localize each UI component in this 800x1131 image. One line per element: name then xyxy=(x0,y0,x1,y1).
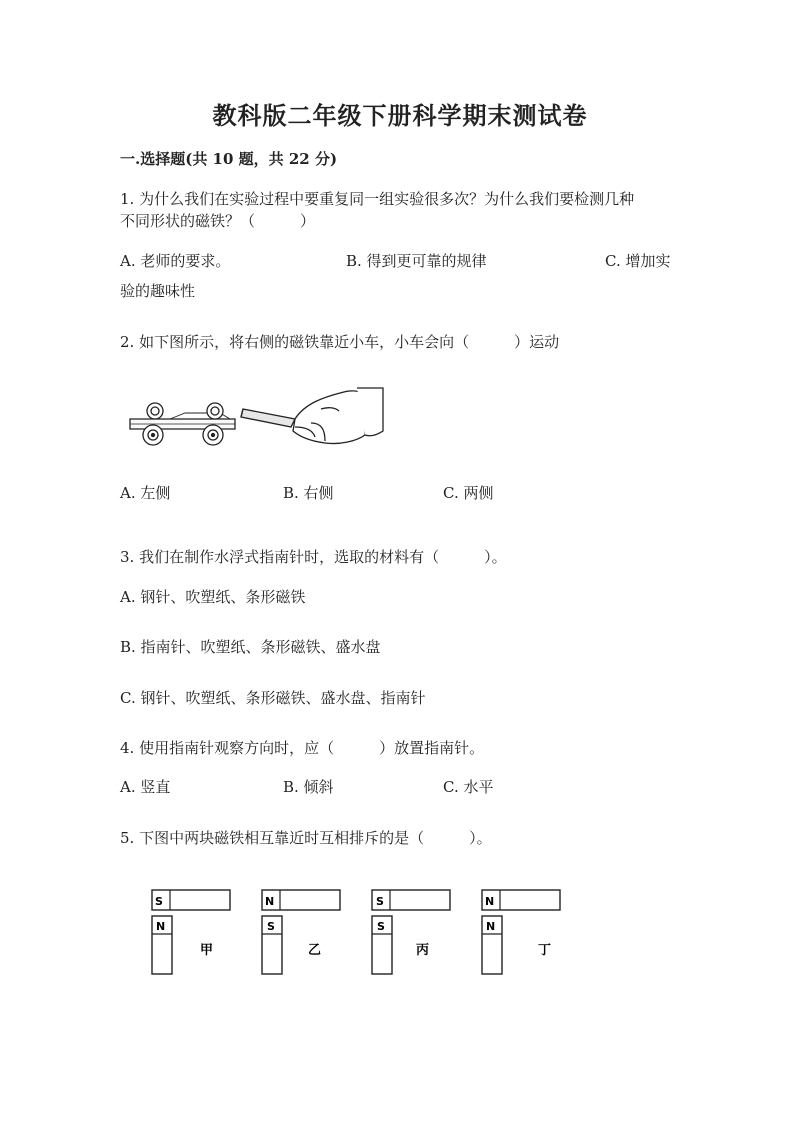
horizontal-magnet-pole: N xyxy=(265,895,275,908)
horizontal-magnet xyxy=(152,890,230,910)
question-1-option-c: C. 增加实 xyxy=(605,252,671,270)
question-2-option-a: A. 左侧 xyxy=(120,484,171,502)
pair-label: 甲 xyxy=(200,943,214,958)
question-3-option-c: C. 钢针、吹塑纸、条形磁铁、盛水盘、指南针 xyxy=(120,689,426,707)
question-1-option-c-continued: 验的趣味性 xyxy=(120,282,196,300)
pair-label: 乙 xyxy=(308,943,322,958)
vertical-magnet-pole: N xyxy=(156,920,166,933)
horizontal-magnet-pole: N xyxy=(485,895,495,908)
question-5-text: 5. 下图中两块磁铁相互靠近时互相排斥的是（ ）。 xyxy=(120,829,492,847)
magnets-figure xyxy=(150,888,570,978)
question-3-option-a: A. 钢针、吹塑纸、条形磁铁 xyxy=(120,588,306,606)
question-4-option-b: B. 倾斜 xyxy=(283,778,334,796)
question-4-option-c: C. 水平 xyxy=(443,778,494,796)
question-3-text: 3. 我们在制作水浮式指南针时，选取的材料有（ ）。 xyxy=(120,548,507,566)
toy-car xyxy=(130,403,235,445)
magnet-pair-ding xyxy=(482,890,560,974)
question-3-option-b: B. 指南针、吹塑纸、条形磁铁、盛水盘 xyxy=(120,638,381,656)
horizontal-magnet-pole: S xyxy=(155,895,163,908)
question-4-text: 4. 使用指南针观察方向时，应（ ）放置指南针。 xyxy=(120,739,485,757)
magnet-pair-bing xyxy=(372,890,450,974)
question-2-option-c: C. 两侧 xyxy=(443,484,494,502)
horizontal-magnet-pole: S xyxy=(376,895,384,908)
question-2-text: 2. 如下图所示，将右侧的磁铁靠近小车，小车会向（ ）运动 xyxy=(120,333,560,351)
pair-label: 丁 xyxy=(538,943,552,958)
pair-label: 丙 xyxy=(416,943,430,958)
page-title: 教科版二年级下册科学期末测试卷 xyxy=(212,101,588,130)
question-1-line-2: 不同形状的磁铁？（ ） xyxy=(120,212,316,230)
vertical-magnet-pole: S xyxy=(267,920,275,933)
vertical-magnet-pole: N xyxy=(486,920,496,933)
car-and-magnet-figure xyxy=(125,383,385,458)
bar-magnet-in-hand xyxy=(241,388,383,444)
section-heading: 一.选择题(共 10 题，共 22 分) xyxy=(120,150,338,168)
magnet-pair-jia xyxy=(152,890,230,974)
question-1-option-a: A. 老师的要求。 xyxy=(120,252,231,270)
magnet-pair-yi xyxy=(262,890,340,974)
question-1-line-1: 1. 为什么我们在实验过程中要重复同一组实验很多次？为什么我们要检测几种 xyxy=(120,190,635,208)
vertical-magnet-pole: S xyxy=(377,920,385,933)
question-2-option-b: B. 右侧 xyxy=(283,484,334,502)
question-4-option-a: A. 竖直 xyxy=(120,778,171,796)
question-1-option-b: B. 得到更可靠的规律 xyxy=(346,252,487,270)
